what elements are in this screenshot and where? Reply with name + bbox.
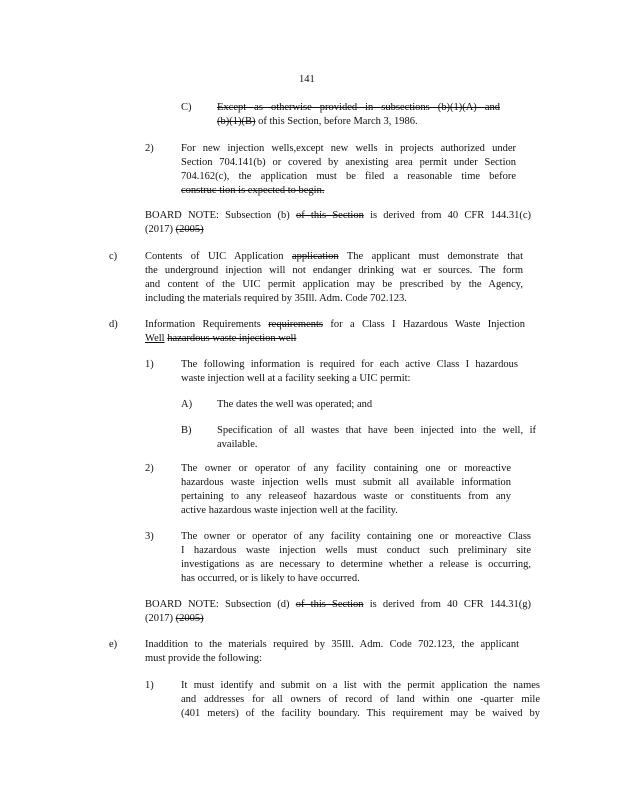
item-label: 3) (145, 531, 154, 542)
text-line: and content of the UIC permit application may be prescribed by the Agency, (145, 279, 523, 290)
page-number: 141 (299, 74, 315, 85)
text-run: The applicant must demonstrate that (346, 251, 523, 262)
board-note-d (145, 598, 531, 626)
board-note-b (145, 209, 531, 237)
text-line: must provide the following: (145, 653, 262, 664)
text-line: hazardous waste injection wells must submit all available information (181, 477, 511, 488)
text-line: and addresses for all owners of record of land within one -quarter mile (181, 694, 540, 705)
text-run: (2017) (145, 613, 173, 624)
section-label: d) (109, 319, 118, 330)
deleted-text: application (291, 251, 339, 262)
section-label: c) (109, 251, 118, 262)
text-line (145, 332, 525, 346)
item-label: C) (181, 102, 192, 113)
text-line (145, 209, 531, 223)
text-line (145, 223, 531, 237)
text-line: investigations as are necessary to determine whether a release is occurring, (181, 559, 531, 570)
text-line (145, 318, 525, 332)
text-line (145, 598, 531, 612)
text-line: I hazardous waste injection wells must conduct such preliminary site (181, 545, 531, 556)
text-run: is derived from 40 CFR 144.31(g) (369, 599, 531, 610)
paragraph-section-d (145, 318, 525, 346)
text-run: Contents of UIC Application (145, 251, 284, 262)
section-label: e) (109, 639, 118, 650)
paragraph-item-c (217, 101, 500, 129)
text-line: The owner or operator of any facility containing one or moreactive Class (181, 531, 531, 542)
text-run: BOARD NOTE: Subsection (b) (145, 210, 290, 221)
item-label: 1) (145, 680, 154, 691)
text-line (217, 115, 500, 129)
text-run: BOARD NOTE: Subsection (d) (145, 599, 290, 610)
text-line: the underground injection will not endanger drinking wat er sources. The form (145, 265, 523, 276)
text-run: for a Class I Hazardous Waste Injection (330, 319, 526, 330)
text-run: Information Requirements (145, 319, 261, 330)
paragraph-section-c (145, 250, 523, 306)
text-line: 704.162(c), the application must be filed a reasonable time before (181, 171, 516, 182)
text-line: Specification of all wastes that have been injected into the well, if (217, 425, 536, 436)
paragraph-item-d1b (217, 424, 536, 452)
text-run: is derived from 40 CFR 144.31(c) (370, 210, 532, 221)
deleted-text: (b)(1)(B) (217, 116, 256, 127)
deleted-text: (2005) (175, 613, 204, 624)
item-label: B) (181, 425, 192, 436)
text-line: including the materials required by 35Ill. Adm. Code 702.123. (145, 293, 407, 304)
paragraph-section-e (145, 638, 519, 666)
paragraph-item-d1a: The dates the well was operated; and (217, 399, 373, 410)
item-label: 2) (145, 143, 154, 154)
text-line: Inaddition to the materials required by 35Ill. Adm. Code 702.123, the applicant (145, 639, 519, 650)
text-line: Except as otherwise provided in subsections (b)(1)(A) and (217, 102, 500, 113)
paragraph-item-d3 (181, 530, 531, 586)
item-label: 2) (145, 463, 154, 474)
item-label: A) (181, 399, 193, 410)
item-label: 1) (145, 359, 154, 370)
text-line: The owner or operator of any facility containing one or moreactive (181, 463, 511, 474)
text-line (145, 250, 523, 264)
text-line: has occurred, or is likely to have occurred. (181, 573, 360, 584)
deleted-text: of this Section (295, 210, 364, 221)
paragraph-item-d2 (181, 462, 511, 518)
deleted-text: construc tion is expected to begin. (181, 185, 325, 196)
text-line: Section 704.141(b) or covered by anexisting area permit under Section (181, 157, 516, 168)
text-line: active hazardous waste injection well at the facility. (181, 505, 398, 516)
text-run: of this Section, before March 3, 1986. (258, 116, 418, 127)
text-line: For new injection wells,except new wells in projects authorized under (181, 143, 516, 154)
text-line (145, 612, 531, 626)
text-line: (401 meters) of the facility boundary. This requirement may be waived by (181, 708, 540, 719)
text-run: (2017) (145, 224, 173, 235)
deleted-text: of this Section (295, 599, 364, 610)
paragraph-item-e1 (181, 679, 540, 721)
text-line: available. (217, 439, 258, 450)
text-line: The following information is required for each active Class I hazardous (181, 359, 518, 370)
deleted-text: hazardous waste injection well (167, 333, 297, 344)
paragraph-item-b2 (181, 142, 516, 198)
deleted-text: requirements (268, 319, 323, 330)
inserted-text: Well (145, 333, 165, 344)
text-line: It must identify and submit on a list with the permit application the names (181, 680, 540, 691)
paragraph-item-d1 (181, 358, 518, 386)
text-line: pertaining to any releaseof hazardous waste or constituents from any (181, 491, 511, 502)
text-line: waste injection well at a facility seeking a UIC permit: (181, 373, 411, 384)
deleted-text: (2005) (175, 224, 204, 235)
